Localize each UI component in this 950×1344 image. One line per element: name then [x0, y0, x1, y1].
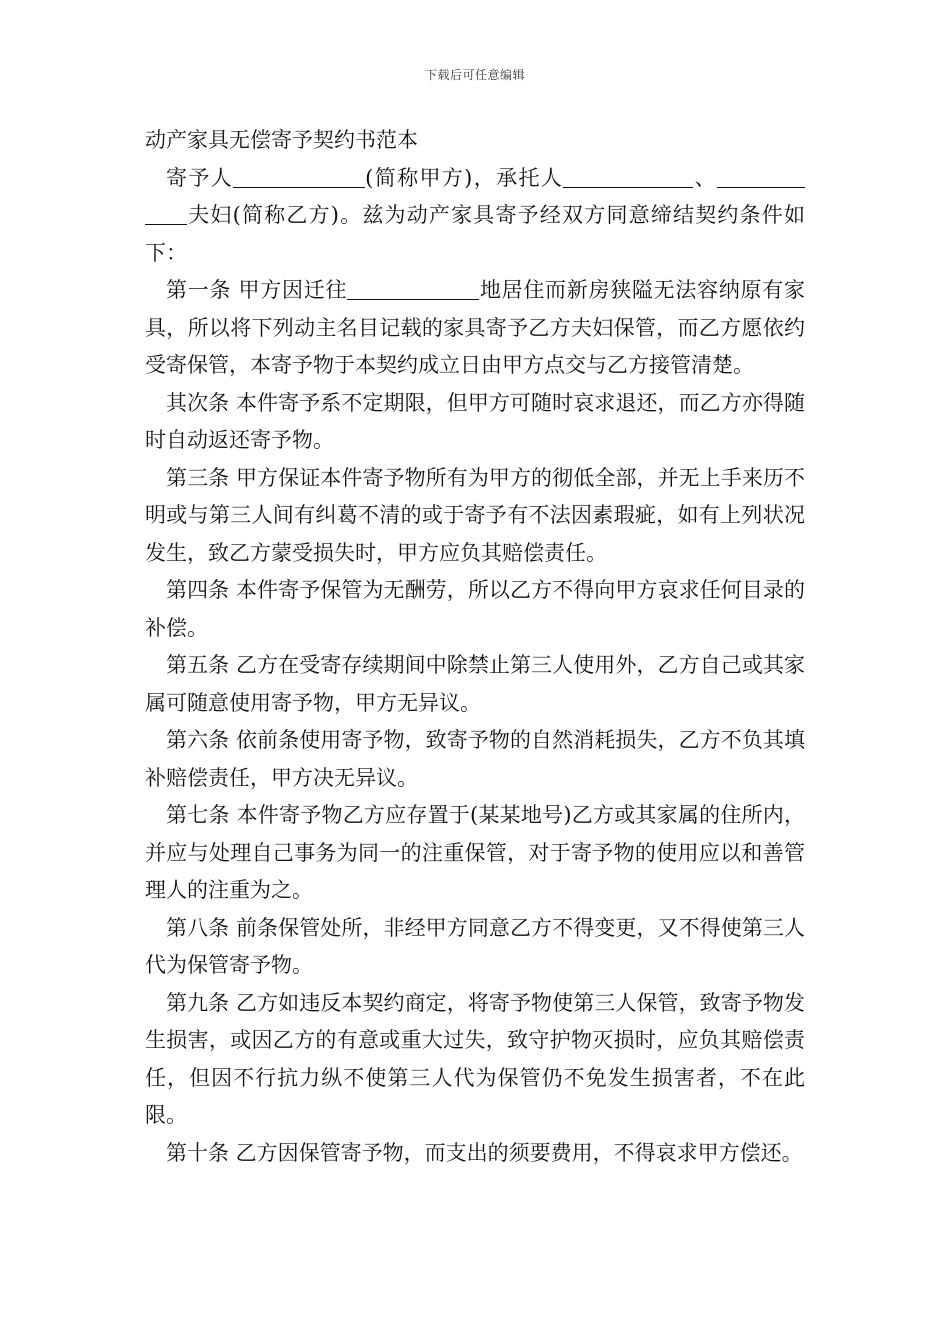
intro-text-1: 寄予人: [166, 165, 234, 190]
intro-paragraph: [145, 160, 805, 273]
article-8: 第八条 前条保管处所，非经甲方同意乙方不得变更，又不得使第三人代为保管寄予物。: [145, 915, 805, 977]
article-1-text-1: 第一条 甲方因迁往: [166, 278, 348, 302]
article-6: 第六条 依前条使用寄予物，致寄予物的自然消耗损失，乙方不负其填补赔偿责任，甲方决无异议。: [145, 728, 805, 790]
destination-blank[interactable]: [347, 275, 479, 300]
custodian-name-blank-3[interactable]: [145, 200, 187, 225]
custodian-name-blank-1[interactable]: [563, 163, 693, 188]
article-1: [145, 272, 805, 385]
article-4: 第四条 本件寄予保管为无酬劳，所以乙方不得向甲方哀求任何目录的补偿。: [145, 578, 805, 640]
document-body: [145, 122, 805, 1172]
article-10: 第十条 乙方因保管寄予物，而支出的须要费用，不得哀求甲方偿还。: [166, 1140, 803, 1165]
custodian-name-blank-2[interactable]: [717, 163, 805, 188]
article-5: 第五条 乙方在受寄存续期间中除禁止第三人使用外，乙方自己或其家属可随意使用寄予物，甲方无异议。: [145, 653, 805, 715]
article-7: 第七条 本件寄予物乙方应存置于(某某地号)乙方或其家属的住所内，并应与处理自己事务为同一的注重保管，对于寄予物的使用应以和善管理人的注重为之。: [145, 803, 805, 902]
article-2: 其次条 本件寄予系不定期限，但甲方可随时哀求退还，而乙方亦得随时自动返还寄予物。: [145, 390, 805, 452]
intro-text-3: 、: [693, 165, 717, 190]
intro-text-4: 夫妇(简称乙方)。兹为动产家具寄予经双方同意缔结契约条件如下：: [145, 203, 805, 265]
page-header-note: 下载后可任意编辑: [424, 68, 525, 82]
article-1-text-2: 地居住而新房狭隘无法容纳原有家具，所以将下列动主名目记载的家具寄予乙方夫妇保管，而乙方愿依约受寄保管，本寄予物于本契约成立日由甲方点交与乙方接管清楚。: [145, 278, 805, 377]
article-9: 第九条 乙方如违反本契约商定，将寄予物使第三人保管，致寄予物发生损害，或因乙方的有意或重大过失，致守护物灭损时，应负其赔偿责任，但因不行抗力纵不使第三人代为保管仍不免发生损害者，不在此限。: [145, 990, 805, 1127]
depositor-name-blank[interactable]: [233, 163, 365, 188]
article-3: 第三条 甲方保证本件寄予物所有为甲方的彻低全部，并无上手来历不明或与第三人间有纠葛不清的或于寄予有不法因素瑕疵，如有上列状况发生，致乙方蒙受损失时，甲方应负其赔偿责任。: [145, 465, 805, 565]
document-title: 动产家具无偿寄予契约书范本: [145, 128, 418, 152]
intro-text-2: (简称甲方)，承托人: [365, 165, 564, 190]
